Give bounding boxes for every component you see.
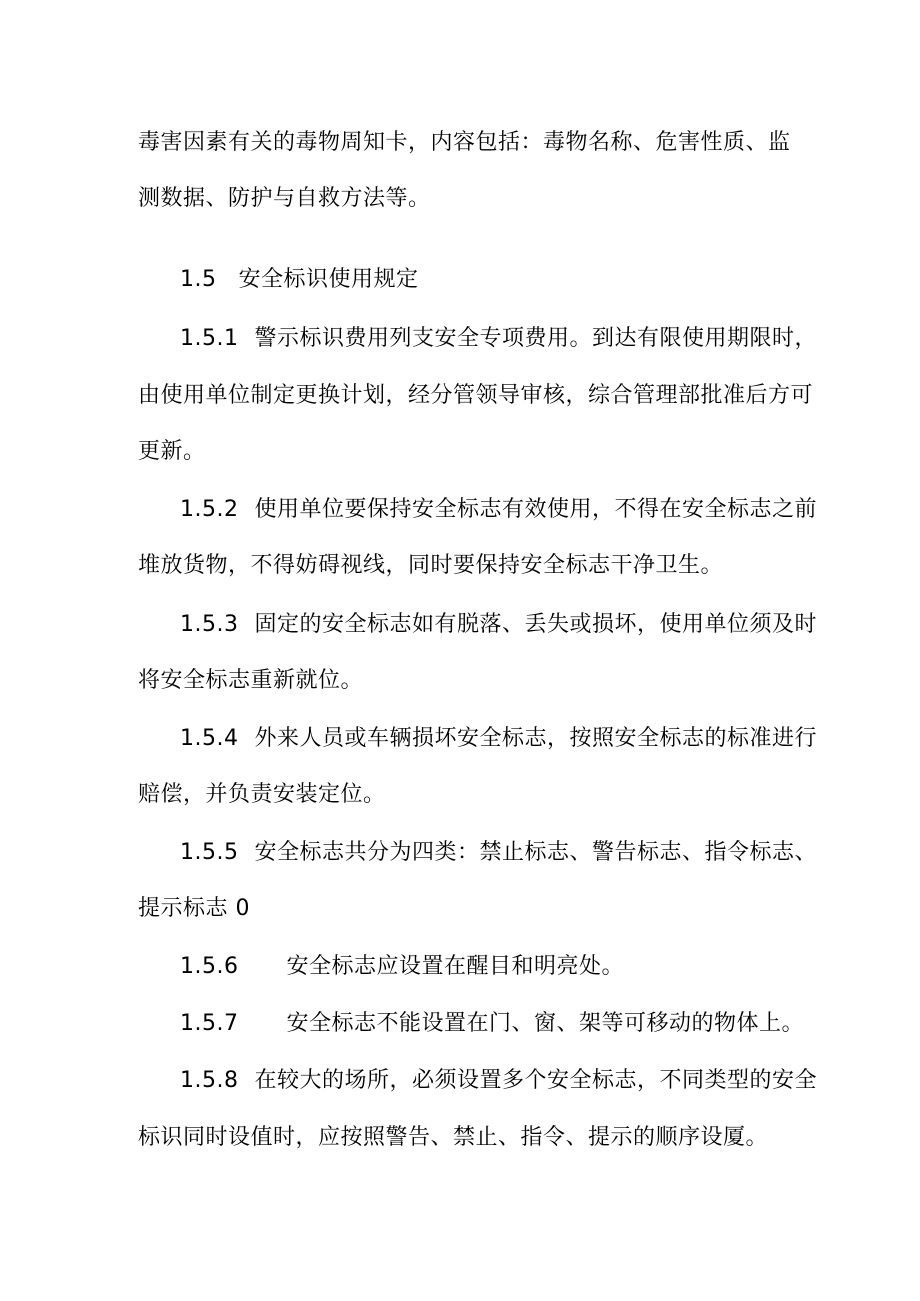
clause-text-line: 外来人员或车辆损坏安全标志，按照安全标志的标准进行 (254, 726, 817, 751)
clause-text-line: 安全标志不能设置在门、窗、架等可移动的物体上。 (286, 1011, 804, 1036)
clause-1-5-3 (180, 610, 817, 640)
clause-1-5-4 (180, 724, 817, 754)
body-text-line: 将安全标志重新就位。 (138, 668, 364, 693)
body-text-line: 标识同时设值时，应按照警告、禁止、指令、提示的顺序设厦。 (138, 1125, 769, 1150)
clause-number: 1.5.4 (180, 726, 239, 751)
clause-number: 1.5.3 (180, 612, 239, 637)
clause-number: 1.5.1 (180, 326, 239, 351)
clause-number: 1.5.7 (180, 1011, 239, 1036)
body-text-line: 毒害因素有关的毒物周知卡，内容包括：毒物名称、危害性质、监 (138, 130, 791, 155)
clause-1-5-7 (180, 1009, 804, 1039)
clause-text-line: 警示标识费用列支安全专项费用。到达有限使用期限时， (254, 326, 817, 351)
clause-1-5-2 (180, 495, 817, 525)
body-text-line: 堆放货物，不得妨碍视线，同时要保持安全标志干净卫生。 (138, 553, 724, 578)
body-text-line: 赔偿，并负责安装定位。 (138, 782, 386, 807)
section-number: 1.5 (180, 267, 217, 292)
clause-number: 1.5.5 (180, 840, 239, 865)
body-text-line: 更新。 (138, 439, 206, 464)
body-text-line: 由使用单位制定更换计划，经分管领导审核，综合管理部批准后方可 (138, 383, 814, 408)
section-title: 安全标识使用规定 (238, 267, 419, 292)
clause-number: 1.5.8 (180, 1068, 239, 1093)
section-heading (180, 265, 419, 295)
clause-text-line: 在较大的场所，必须设置多个安全标志，不同类型的安全 (254, 1068, 817, 1093)
clause-text-line: 固定的安全标志如有脱落、丢失或损坏，使用单位须及时 (254, 612, 817, 637)
clause-text-line: 安全标志应设置在醒目和明亮处。 (286, 954, 624, 979)
clause-text-line: 安全标志共分为四类：禁止标志、警告标志、指令标志、 (254, 840, 817, 865)
clause-1-5-6 (180, 952, 624, 982)
clause-1-5-8 (180, 1066, 817, 1096)
clause-1-5-1 (180, 324, 817, 354)
body-text-line: 测数据、防护与自救方法等。 (138, 186, 431, 211)
clause-text-line: 使用单位要保持安全标志有效使用，不得在安全标志之前 (254, 497, 817, 522)
clause-number: 1.5.6 (180, 954, 239, 979)
body-text-line: 提示标志 0 (138, 896, 250, 921)
clause-number: 1.5.2 (180, 497, 239, 522)
clause-1-5-5 (180, 838, 817, 868)
